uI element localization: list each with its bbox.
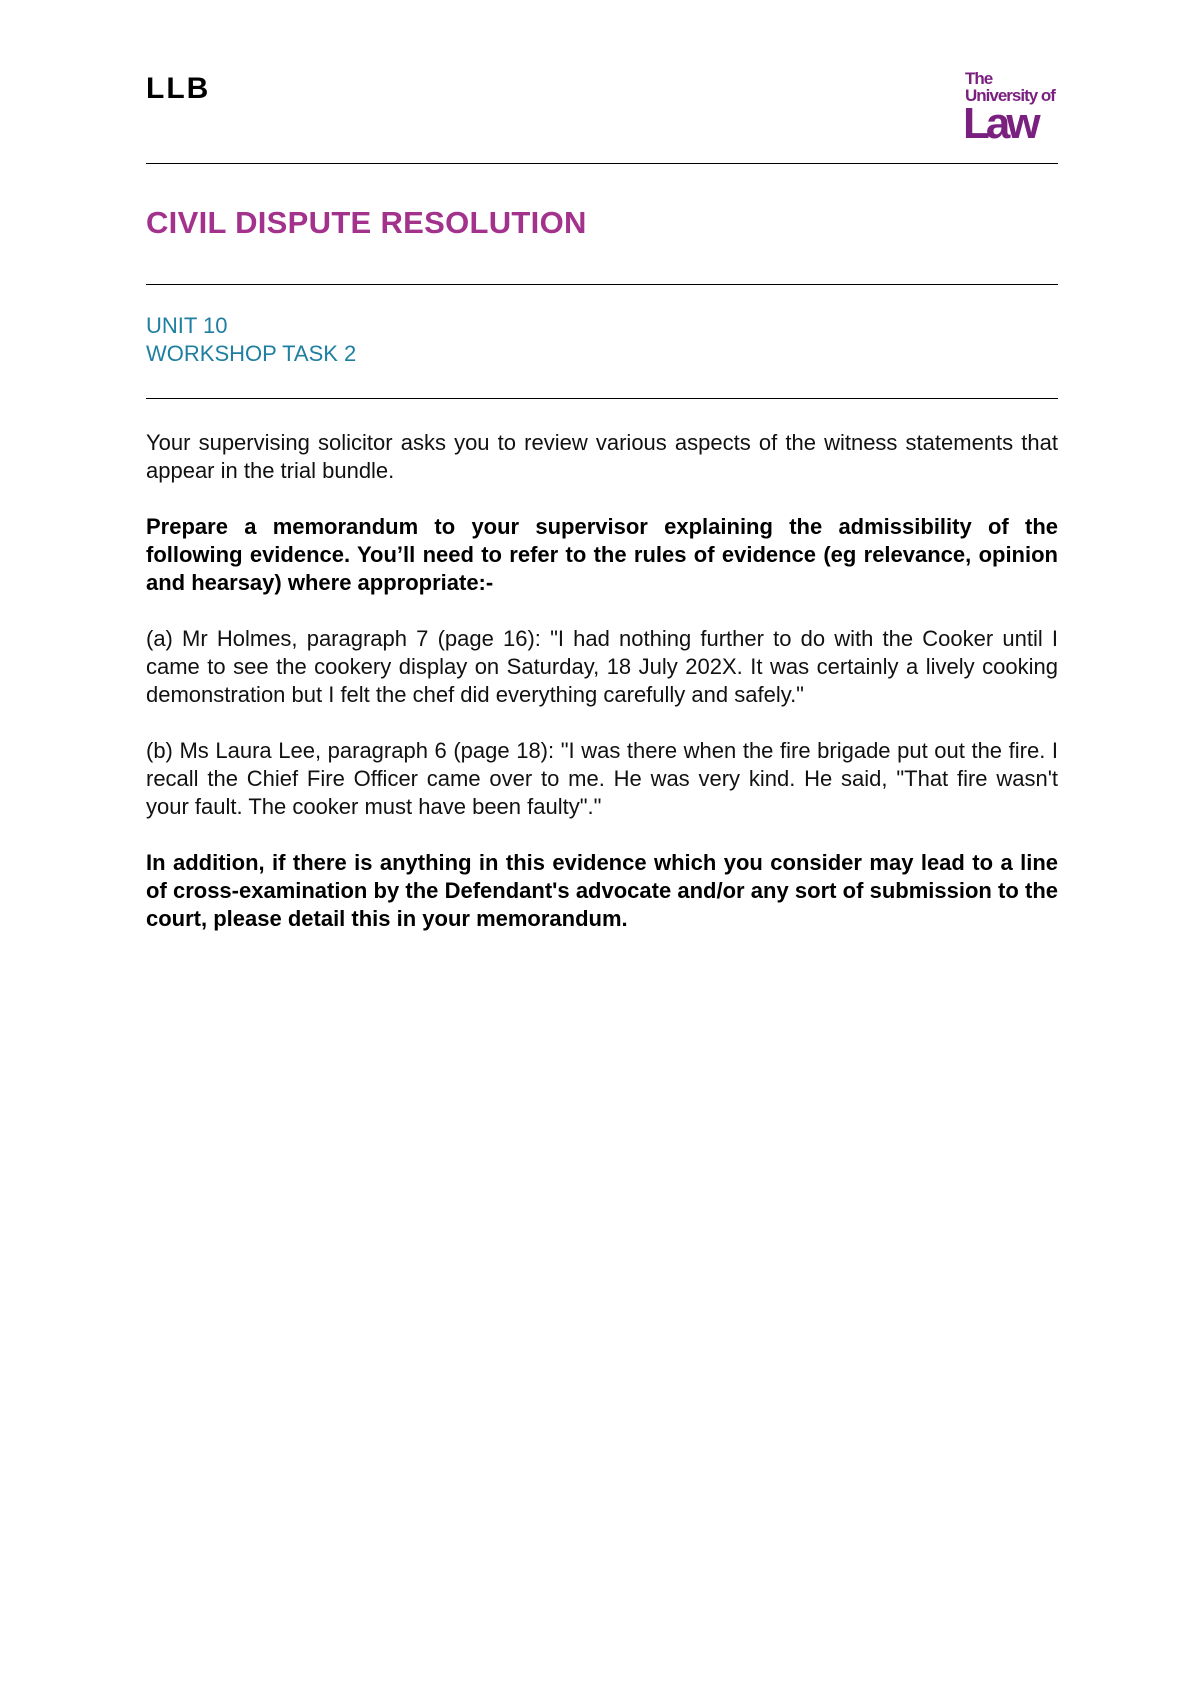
logo-line-university: University of (965, 86, 1055, 105)
evidence-item-b: (b) Ms Laura Lee, paragraph 6 (page 18): "I was there when the fire brigade put out the fire. I recall the Chief Fire Officer came over to me. He was very kind. He said, "That fire wasn't your fault. The cooker must have been faulty"." (146, 738, 1058, 819)
unit-number: UNIT 10 (146, 313, 228, 338)
instruction-paragraph: Prepare a memorandum to your supervisor explaining the admissibility of the following evidence. You’ll need to refer to the rules of evidence (eg relevance, opinion and hearsay) where appropriate:- (146, 514, 1058, 595)
intro-paragraph: Your supervising solicitor asks you to review various aspects of the witness statements that appear in the trial bundle. (146, 430, 1058, 483)
divider-top (146, 163, 1058, 164)
university-of-law-logo (962, 70, 1062, 146)
logo-line-law: Law (963, 99, 1037, 148)
unit-heading (146, 312, 356, 368)
logo-line-the: The (965, 69, 993, 88)
divider-unit (146, 398, 1058, 399)
program-label: LLB (146, 72, 211, 105)
divider-title (146, 284, 1058, 285)
addition-paragraph: In addition, if there is anything in this evidence which you consider may lead to a line of cross-examination by the Defendant's advocate and/or any sort of submission to the court, please detail this in your memorandum. (146, 850, 1058, 931)
document-title: CIVIL DISPUTE RESOLUTION (146, 205, 587, 240)
evidence-item-a: (a) Mr Holmes, paragraph 7 (page 16): "I had nothing further to do with the Cooker until I came to see the cookery display on Saturday, 18 July 202X. It was certainly a lively cooking demonstration but I felt the chef did everything carefully and safely." (146, 626, 1058, 707)
workshop-task: WORKSHOP TASK 2 (146, 341, 357, 366)
